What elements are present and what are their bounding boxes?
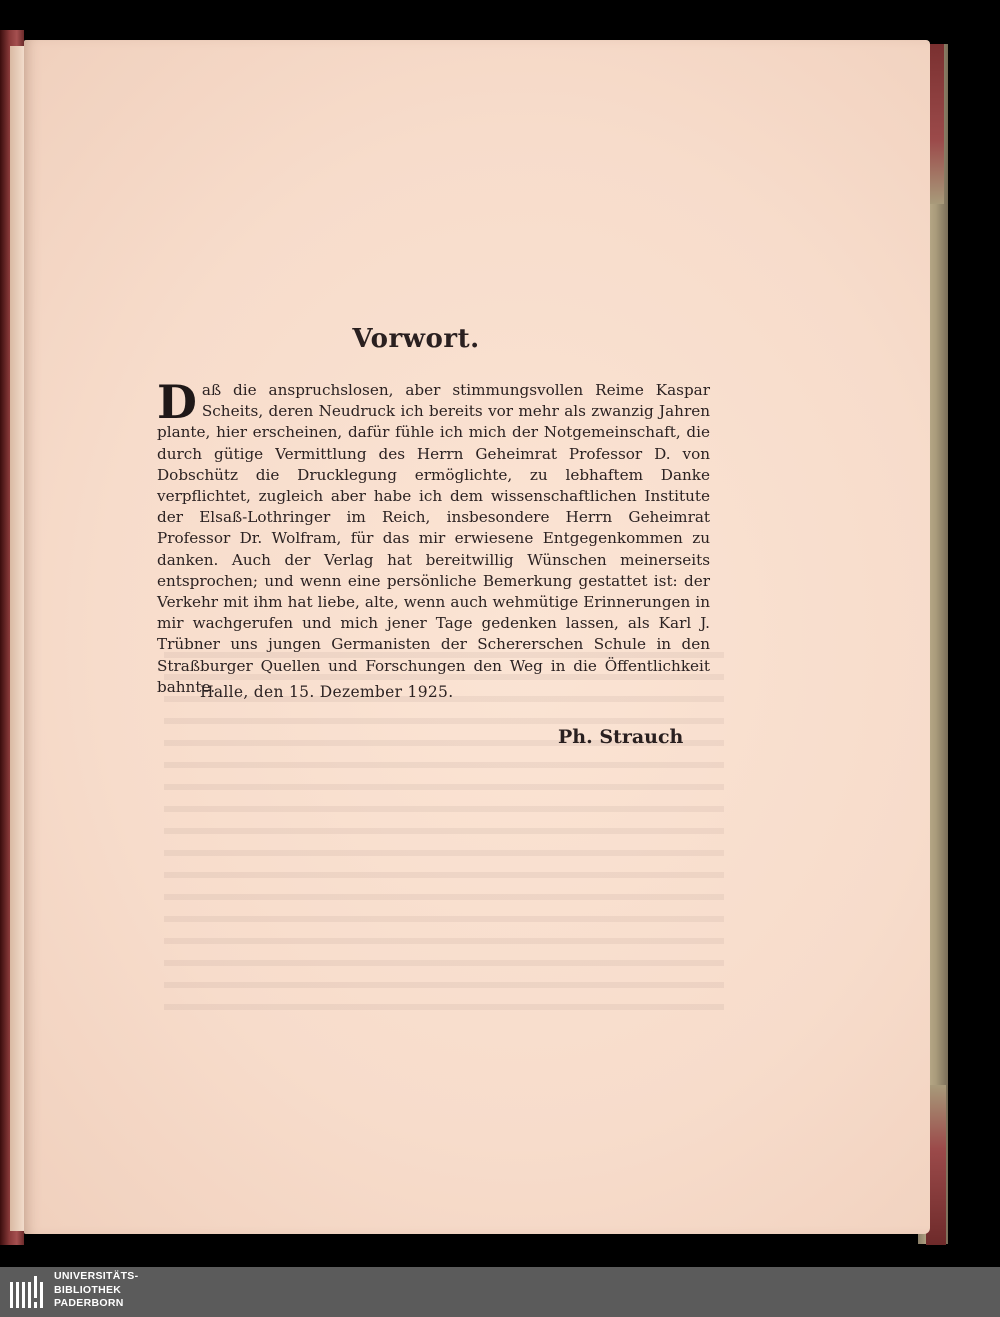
library-name xyxy=(54,1270,138,1311)
library-footer xyxy=(0,1267,1000,1317)
page-title: Vorwort. xyxy=(352,324,480,354)
preface-text: aß die anspruchslosen, aber stimmungsvollen Reime Kaspar Scheits, deren Neudruck ich bereits vor mehr als zwanzig Jahren plante, hier erscheinen, dafür fühle ich mich der Notgemeinschaft, die durch gütige Vermittlung des Herrn Geheimrat Professor D. von Dobschütz die Drucklegung ermöglichte, zu lebhaftem Danke verpflichtet, zugleich aber habe ich dem wissenschaftlichen Institute der Elsaß-Lothringer im Reich, insbesondere Herrn Geheimrat Professor Dr. Wolfram, für das mir erwiesene Entgegenkommen zu danken. Auch der Verlag hat bereitwillig Wünschen meinerseits entsprochen; und wenn eine persönliche Bemerkung gestattet ist: der Verkehr mit ihm hat liebe, alte, wenn auch wehmütige Erinnerungen in mir wachgerufen und mich jener Tage gedenken lassen, als Karl J. Trübner uns jungen Germanisten der Schererschen Schule in den Straßburger Quellen und Forschungen den Weg in die Öffentlichkeit bahnte. xyxy=(157,381,710,696)
previous-page-edge xyxy=(10,46,24,1231)
book-corner-top xyxy=(928,44,944,204)
signature: Ph. Strauch xyxy=(558,726,684,748)
library-name-line-2: BIBLIOTHEK xyxy=(54,1283,122,1296)
dateline: Halle, den 15. Dezember 1925. xyxy=(200,683,454,701)
preface-paragraph xyxy=(157,375,710,698)
drop-cap: D xyxy=(157,375,197,429)
show-through-text xyxy=(164,652,724,1012)
library-name-line-3: PADERBORN xyxy=(54,1297,124,1309)
library-name-line-1: UNIVERSITÄTS- xyxy=(54,1270,139,1282)
paper-page xyxy=(24,40,930,1234)
library-logo-icon xyxy=(9,1274,47,1310)
